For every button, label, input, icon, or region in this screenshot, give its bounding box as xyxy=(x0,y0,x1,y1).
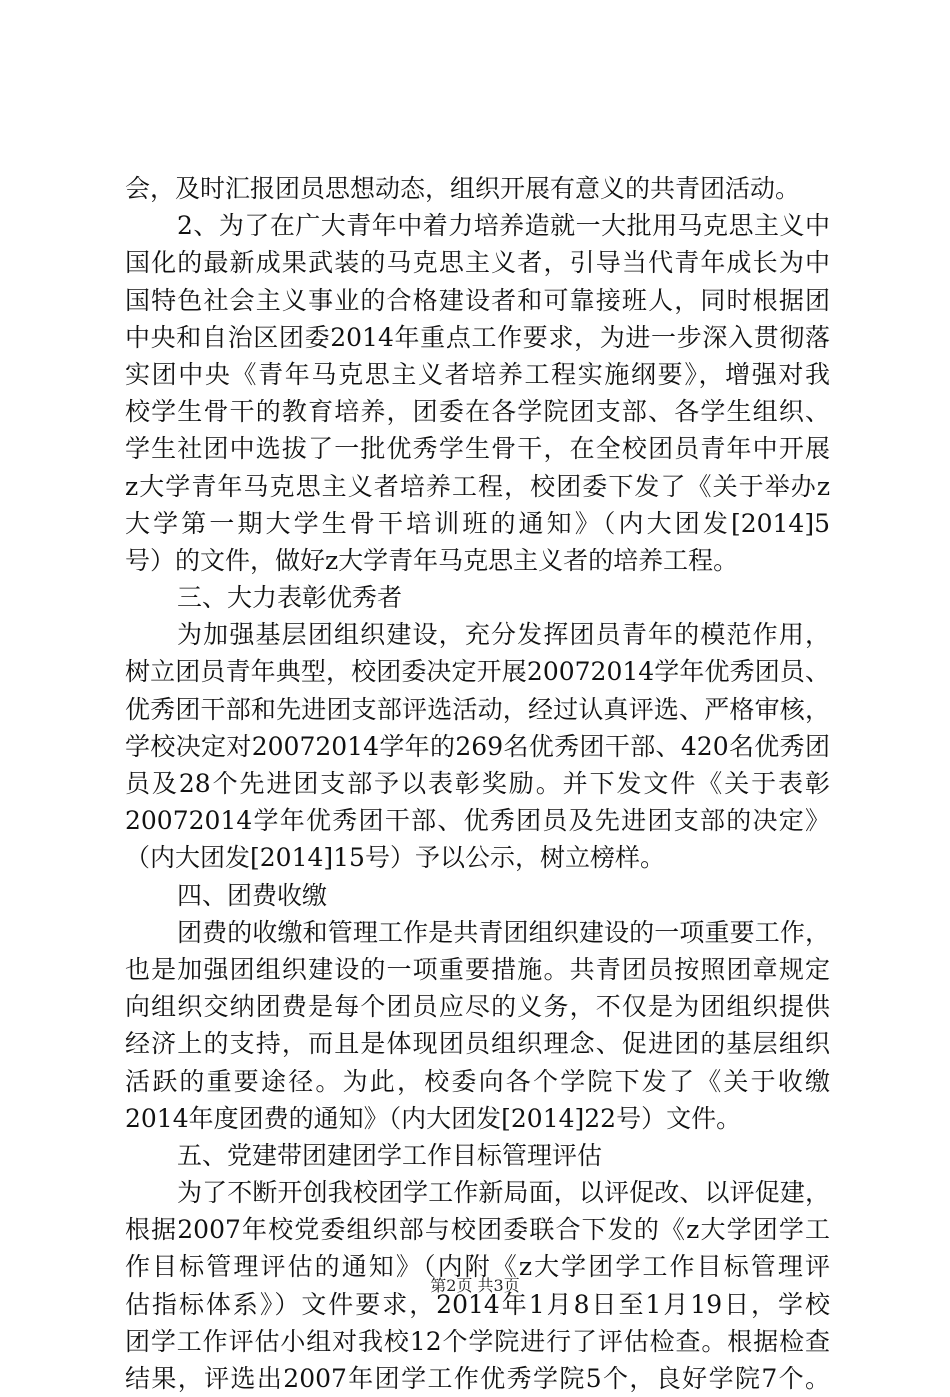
paragraph-start-line: 为加强基层团组织建设，充分发挥团员青年的模范作用， xyxy=(177,620,830,650)
text-line: 20072014学年优秀团干部、优秀团员及先进团支部的决定》 xyxy=(125,806,830,836)
text-line: 团学工作评估小组对我校12个学院进行了评估检查。根据检查 xyxy=(125,1326,830,1356)
text-line: 根据2007年校党委组织部与校团委联合下发的《z大学团学工 xyxy=(125,1215,830,1245)
text-line: 会，及时汇报团员思想动态，组织开展有意义的共青团活动。 xyxy=(125,174,801,203)
text-line: 员及28个先进团支部予以表彰奖励。并下发文件《关于表彰 xyxy=(125,769,830,798)
section-heading: 五、党建带团建团学工作目标管理评估 xyxy=(177,1140,603,1170)
text-line: 大学第一期大学生骨干培训班的通知》（内大团发[2014]5 xyxy=(125,508,830,538)
text-line: 结果，评选出2007年团学工作优秀学院5个，良好学院7个。 xyxy=(125,1364,830,1393)
text-line: 树立团员青年典型，校团委决定开展20072014学年优秀团员、 xyxy=(125,657,830,687)
text-line: （内大团发[2014]15号）予以公示，树立榜样。 xyxy=(125,843,665,873)
text-line: 中央和自治区团委2014年重点工作要求，为进一步深入贯彻落 xyxy=(125,322,830,352)
paragraph-start-line: 2、为了在广大青年中着力培养造就一大批用马克思主义中 xyxy=(177,211,830,241)
paragraph-start-line: 为了不断开创我校团学工作新局面，以评促改、以评促建， xyxy=(177,1178,830,1208)
text-line: 估指标体系》）文件要求，2014年1月8日至1月19日，学校 xyxy=(125,1289,830,1319)
text-line: 作目标管理评估的通知》（内附《z大学团学工作目标管理评 xyxy=(125,1252,830,1282)
text-line: 优秀团干部和先进团支部评选活动，经过认真评选、严格审核， xyxy=(125,694,830,724)
document-body xyxy=(125,170,830,1397)
text-line: 学校决定对20072014学年的269名优秀团干部、420名优秀团 xyxy=(125,731,830,761)
text-line: 活跃的重要途径。为此，校委向各个学院下发了《关于收缴 xyxy=(125,1066,830,1096)
text-line: z大学青年马克思主义者培养工程，校团委下发了《关于举办z xyxy=(125,471,830,501)
text-line: 也是加强团组织建设的一项重要措施。共青团员按照团章规定 xyxy=(125,954,830,984)
section-heading: 四、团费收缴 xyxy=(177,880,328,910)
text-line: 号）的文件，做好z大学青年马克思主义者的培养工程。 xyxy=(125,545,739,575)
text-line: 经济上的支持，而且是体现团员组织理念、促进团的基层组织 xyxy=(125,1029,830,1059)
text-line: 向组织交纳团费是每个团员应尽的义务，不仅是为团组织提供 xyxy=(125,992,830,1022)
text-line: 国化的最新成果武装的马克思主义者，引导当代青年成长为中 xyxy=(125,248,830,278)
text-line: 2014年度团费的通知》（内大团发[2014]22号）文件。 xyxy=(125,1103,742,1133)
page-footer: 第2页 共3页 xyxy=(430,1276,520,1295)
text-line: 校学生骨干的教育培养，团委在各学院团支部、各学生组织、 xyxy=(125,397,830,427)
text-line: 学生社团中选拔了一批优秀学生骨干，在全校团员青年中开展 xyxy=(125,434,830,464)
text-line: 实团中央《青年马克思主义者培养工程实施纲要》，增强对我 xyxy=(125,359,830,389)
text-line: 国特色社会主义事业的合格建设者和可靠接班人，同时根据团 xyxy=(125,285,830,315)
paragraph-start-line: 团费的收缴和管理工作是共青团组织建设的一项重要工作， xyxy=(177,917,830,947)
section-heading: 三、大力表彰优秀者 xyxy=(177,583,403,613)
